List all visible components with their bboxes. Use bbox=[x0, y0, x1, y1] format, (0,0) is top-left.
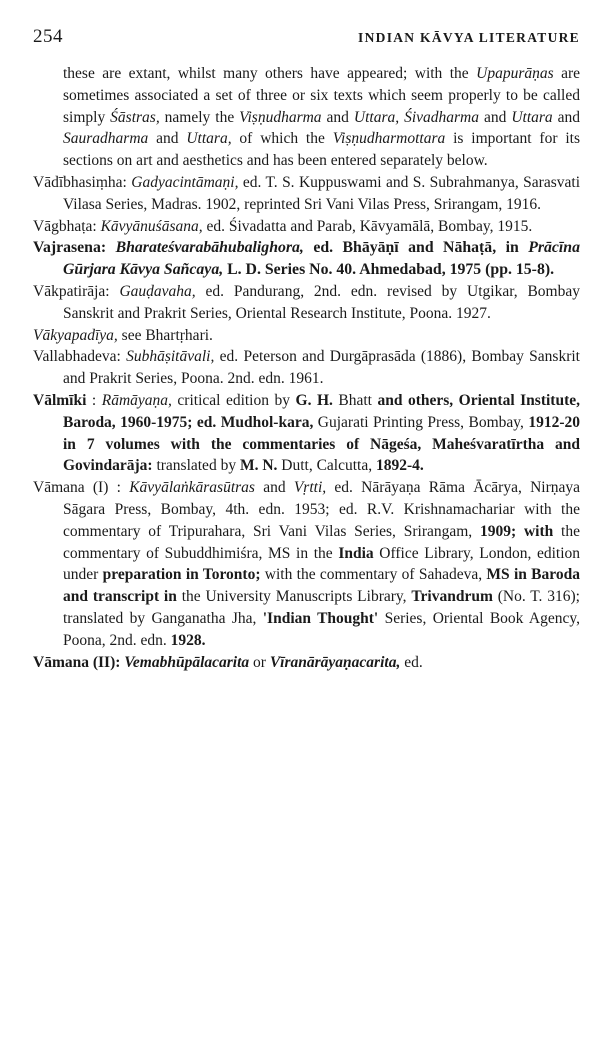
entry-text-segment: ed. Nārāyaṇa Rāma Ācārya, Nirṇaya Sāgara Press, Bombay, 4th. edn. 1953; ed. R.V. Krishnamachariar with the commentary of Tripurahara, Sri Vani Vilas Series, Srirangam, bbox=[63, 479, 581, 540]
entry-text-segment: Dutt, Calcutta, bbox=[277, 457, 376, 475]
entry-text-segment: MS in Baroda and transcript in bbox=[63, 566, 580, 606]
bibliography-entry-valmiki bbox=[33, 390, 580, 477]
entry-text-segment: and bbox=[552, 108, 581, 126]
entry-text-segment: are sometimes associated a set of three or six texts which seem properly to be called simply bbox=[63, 65, 581, 126]
entry-text-segment: ed. T. S. Kuppuswami and S. Subrahmanya, Sarasvati Vilasa Series, Madras. 1902, reprinted Sri Vani Vilas Press, Srirangam, 1916. bbox=[63, 173, 581, 213]
entry-text-segment: ed. Śivadatta and Parab, Kāvyamālā, Bombay, 1915. bbox=[202, 217, 533, 235]
entry-text-segment: Viṣṇudharmottara bbox=[332, 130, 446, 148]
entry-text-segment: Gujarati Printing Press, Bombay, bbox=[313, 413, 529, 431]
entry-text-segment: 1892-4. bbox=[375, 457, 424, 475]
entry-text-segment: Upapurāṇas bbox=[476, 65, 554, 82]
entry-text-segment: India bbox=[338, 544, 374, 562]
entry-text-segment: preparation in Toronto; bbox=[102, 566, 261, 584]
entry-text-segment: Uttara, Śivadharma bbox=[353, 108, 479, 126]
entry-text-segment: Bharateśvarabāhubalighora, bbox=[115, 239, 304, 257]
entry-text-segment: 'Indian Thought' bbox=[262, 609, 379, 627]
page-number: 254 bbox=[33, 26, 63, 47]
entry-text-segment: Office Library, London, edition under bbox=[63, 544, 580, 584]
entry-text-segment: M. N. bbox=[239, 457, 278, 475]
running-head-title: INDIAN KĀVYA LITERATURE bbox=[358, 30, 580, 45]
entry-text-segment: the commentary of Subuddhimiśra, MS in the bbox=[63, 522, 580, 562]
entry-text-segment: ed. bbox=[400, 653, 423, 671]
entry-text-segment: and others, Oriental Institute, Baroda, 1960-1975; ed. Mudhol-kara, bbox=[63, 391, 581, 431]
bibliography-entry-vajrasena bbox=[33, 237, 580, 281]
entry-text-segment: and bbox=[321, 108, 354, 126]
entry-text-segment: Rāmāyaṇa, bbox=[101, 391, 172, 409]
entry-text-segment: Vāmana (II): bbox=[33, 653, 125, 671]
entry-text-segment: : bbox=[86, 391, 102, 409]
entry-text-segment: critical edition by bbox=[171, 391, 296, 409]
entry-text-segment: 1909; with bbox=[479, 522, 554, 540]
entry-text-segment: Vajrasena: bbox=[33, 239, 116, 257]
entry-text-segment: L. D. Series No. 40. Ahmedabad, 1975 (pp. 15-8). bbox=[223, 261, 555, 279]
entry-text-segment: Vīranārāyaṇacarita, bbox=[269, 653, 401, 671]
entry-text-segment: Vālmīki bbox=[33, 391, 87, 409]
bibliography-entry-vagbhata bbox=[33, 216, 580, 238]
running-head bbox=[33, 26, 580, 48]
entry-text-segment: Vṛtti, bbox=[293, 479, 327, 497]
entry-text-segment: 1928. bbox=[170, 631, 206, 649]
entry-text-segment: translated by bbox=[152, 457, 240, 475]
entry-text-segment: Prācīna Gūrjara Kāvya Sañcaya, bbox=[63, 239, 580, 279]
entry-text-segment: 1912-20 in 7 volumes with the commentaries of Nāgeśa, Maheśvaratīrtha and Govindarāja: bbox=[63, 413, 580, 475]
bibliography-entry-vakpatiraja bbox=[33, 281, 580, 325]
entry-text-segment: with the commentary of Sahadeva, bbox=[260, 566, 487, 584]
entry-text-segment: Śāstras, bbox=[110, 108, 160, 126]
bibliography-entry-vadibhasimha bbox=[33, 172, 580, 216]
bibliography-entry-vallabhadeva bbox=[33, 346, 580, 390]
entry-text-segment: is important for its sections on art and aesthetics and has been entered separately below. bbox=[63, 130, 580, 170]
entry-text-segment: Uttara bbox=[511, 108, 553, 126]
entry-text-segment: and bbox=[148, 130, 187, 148]
entry-text-segment: Gadyacintāmaṇi, bbox=[131, 173, 239, 191]
entry-text-segment: Sauradharma bbox=[63, 130, 149, 148]
bibliography-entry-vamana-2 bbox=[33, 652, 580, 674]
entry-text-segment: Series, Oriental Book Agency, Poona, 2nd. edn. bbox=[63, 609, 580, 649]
entry-text-segment: Viṣṇudharma bbox=[239, 108, 322, 126]
entry-text-segment: G. H. bbox=[295, 391, 333, 409]
entry-text-segment: Bhatt bbox=[332, 391, 378, 409]
entry-text-segment: Vāmana (I) : bbox=[33, 479, 130, 497]
entry-text-segment: Vādībhasiṃha: bbox=[33, 173, 132, 191]
entry-text-segment: ed. Peterson and Durgāprasāda (1886), Bombay Sanskrit and Prakrit Series, Poona. 2nd. edn. 1961. bbox=[63, 348, 580, 388]
bibliography-entry-vamana-1 bbox=[33, 477, 580, 651]
bibliography-entry-continuation bbox=[33, 63, 580, 172]
entry-text-segment: Vākpatirāja: bbox=[33, 282, 120, 300]
entry-text-segment: (No. T. 316); translated by Ganganatha Jha, bbox=[63, 588, 580, 627]
entry-text-segment: namely the bbox=[159, 108, 240, 126]
entry-text-segment: these are extant, whilst many others have appeared; with the bbox=[63, 65, 477, 82]
entry-text-segment: of which the bbox=[231, 130, 333, 148]
entry-text-segment: Vallabhadeva: bbox=[33, 348, 127, 366]
entry-text-segment: Kāvyālaṅkārasūtras bbox=[129, 479, 255, 497]
entry-text-segment: see Bhartṛhari. bbox=[117, 326, 213, 344]
entry-text-segment: Vāgbhaṭa: bbox=[33, 217, 101, 235]
entry-text-segment: and bbox=[254, 479, 294, 497]
bibliography-list bbox=[33, 63, 580, 673]
entry-text-segment: ed. Bhāyāṇī and Nāhaṭā, in bbox=[303, 239, 529, 257]
entry-text-segment: or bbox=[249, 653, 270, 671]
entry-text-segment: Kāvyānuśāsana, bbox=[100, 217, 203, 235]
entry-text-segment: Vākyapadīya, bbox=[33, 326, 118, 344]
entry-text-segment: Vemabhūpālacarita bbox=[124, 653, 250, 671]
entry-text-segment: and bbox=[478, 108, 512, 126]
bibliography-entry-vakyapadiya bbox=[33, 325, 580, 347]
entry-text-segment: Subhāṣitāvali, bbox=[126, 348, 215, 366]
entry-text-segment: ed. Pandurang, 2nd. edn. revised by Utgikar, Bombay Sanskrit and Prakrit Series, Oriental Research Institute, Poona. 1927. bbox=[63, 282, 580, 322]
entry-text-segment: Trivandrum bbox=[411, 588, 493, 606]
entry-text-segment: the University Manuscripts Library, bbox=[176, 588, 412, 606]
entry-text-segment: Uttara, bbox=[186, 130, 232, 148]
entry-text-segment: Gauḍavaha, bbox=[119, 282, 196, 300]
